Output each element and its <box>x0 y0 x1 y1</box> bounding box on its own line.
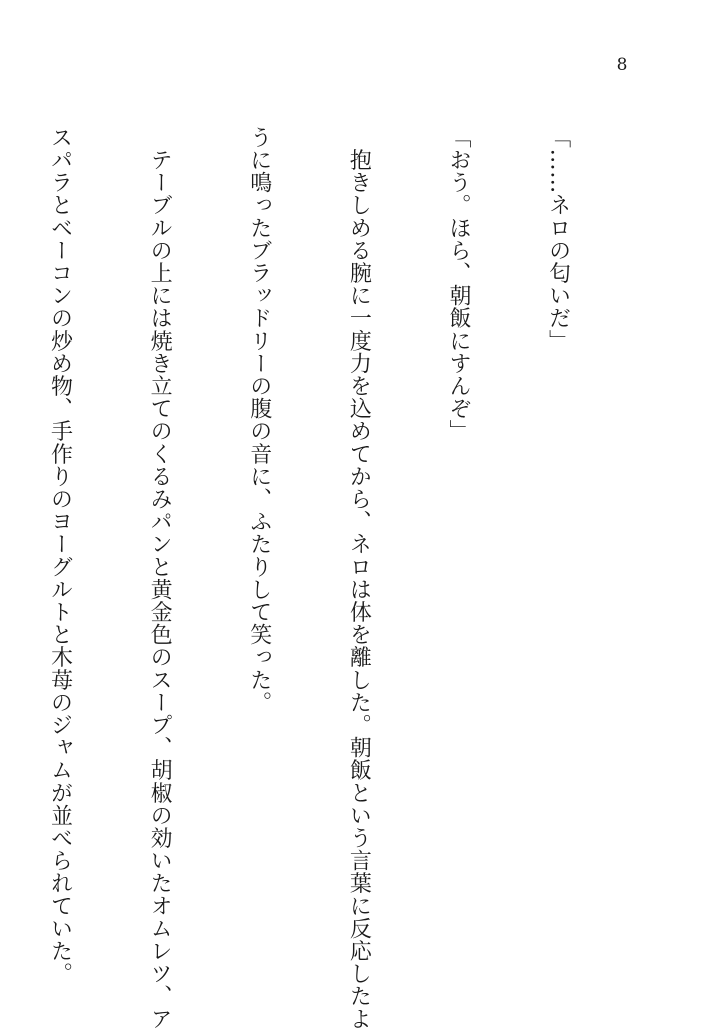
text-line: 「おう。ほら、朝飯にすんぞ」 <box>445 126 471 443</box>
text-line: うに鳴ったブラッドリーの腹の音に、ふたりして笑った。 <box>246 126 272 714</box>
text-line: テーブルの上には焼き立てのくるみパンと黄金色のスープ、胡椒の効いたオムレツ、ア <box>147 126 173 1030</box>
text-line: 抱きしめる腕に一度力を込めてから、ネロは体を離した。朝飯という言葉に反応したよ <box>346 126 372 1030</box>
text-line: スパラとベーコンの炒め物、手作りのヨーグルトと木苺のジャムが並べられていた。 <box>47 126 73 985</box>
page-number: 8 <box>616 55 628 75</box>
vertical-text-body <box>0 126 641 1030</box>
text-line: 「……ネロの匂いだ」 <box>545 126 571 352</box>
